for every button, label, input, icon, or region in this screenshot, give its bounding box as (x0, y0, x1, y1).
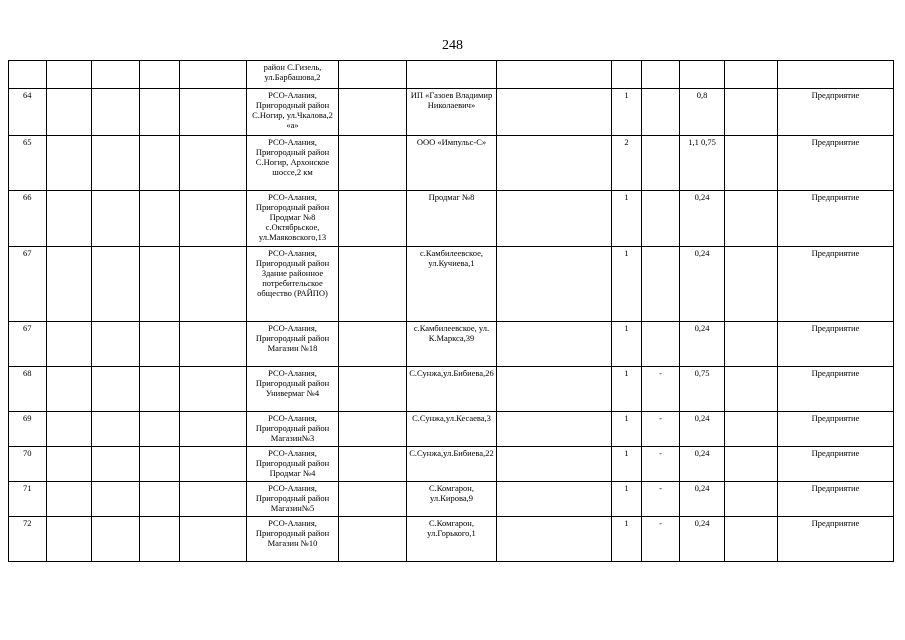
cell-empty (47, 482, 92, 517)
table-row (9, 191, 894, 247)
cell-owner: Продмаг №8 (407, 191, 497, 247)
table-row (9, 482, 894, 517)
cell-number: 71 (9, 482, 47, 517)
cell-number: 65 (9, 136, 47, 191)
page-number: 248 (442, 38, 463, 53)
cell-address: РСО-Алания, Пригородный район С.Ногир, Архонское шоссе,2 км (247, 136, 339, 191)
cell-empty (180, 322, 247, 367)
cell-address: РСО-Алания, Пригородный район Магазин№5 (247, 482, 339, 517)
cell-empty (47, 89, 92, 136)
cell-empty (47, 61, 92, 89)
cell-empty (339, 367, 407, 412)
cell-owner: С.Сунжа,ул.Бибиева,22 (407, 447, 497, 482)
cell-empty (47, 447, 92, 482)
cell-address: РСО-Алания, Пригородный район Продмаг №8 с.Октябрьское, ул.Маяковского,13 (247, 191, 339, 247)
cell-type: Предприятие (778, 367, 894, 412)
cell-quantity: 1 (612, 367, 642, 412)
cell-quantity: 1 (612, 247, 642, 322)
cell-empty (47, 322, 92, 367)
cell-empty (92, 367, 140, 412)
cell-empty (180, 482, 247, 517)
cell-empty (92, 412, 140, 447)
table-row (9, 89, 894, 136)
cell-power: 0,24 (680, 412, 725, 447)
cell-number: 68 (9, 367, 47, 412)
cell-quantity: 1 (612, 412, 642, 447)
cell-owner: с.Камбилеевское, ул.Кучиева,1 (407, 247, 497, 322)
cell-quantity: 1 (612, 89, 642, 136)
cell-owner: с.Камбилеевское, ул. К.Маркса,39 (407, 322, 497, 367)
cell-dash: - (642, 447, 680, 482)
cell-quantity: 1 (612, 447, 642, 482)
cell-empty (497, 61, 612, 89)
cell-address: РСО-Алания, Пригородный район С.Ногир, ул.Чкалова,2 «а» (247, 89, 339, 136)
cell-empty (180, 89, 247, 136)
cell-type: Предприятие (778, 412, 894, 447)
cell-empty (180, 191, 247, 247)
cell-number: 70 (9, 447, 47, 482)
cell-type: Предприятие (778, 191, 894, 247)
cell-number: 69 (9, 412, 47, 447)
cell-owner: С.Сунжа,ул.Бибиева,26 (407, 367, 497, 412)
cell-empty (180, 136, 247, 191)
cell-empty (725, 247, 778, 322)
cell-power: 0,24 (680, 517, 725, 562)
cell-empty (339, 517, 407, 562)
cell-type: Предприятие (778, 322, 894, 367)
cell-empty (339, 191, 407, 247)
table-row (9, 447, 894, 482)
cell-empty (140, 61, 180, 89)
cell-dash (642, 89, 680, 136)
table-row (9, 61, 894, 89)
table-row (9, 412, 894, 447)
cell-empty (92, 136, 140, 191)
cell-empty (180, 517, 247, 562)
cell-dash (642, 322, 680, 367)
cell-power: 0,75 (680, 367, 725, 412)
cell-quantity (612, 61, 642, 89)
cell-empty (339, 482, 407, 517)
cell-type: Предприятие (778, 89, 894, 136)
table-row (9, 517, 894, 562)
cell-empty (725, 517, 778, 562)
cell-empty (92, 89, 140, 136)
cell-owner: С.Сунжа,ул.Кесаева,3 (407, 412, 497, 447)
cell-empty (339, 89, 407, 136)
cell-empty (180, 247, 247, 322)
cell-empty (725, 412, 778, 447)
cell-empty (140, 412, 180, 447)
cell-type: Предприятие (778, 482, 894, 517)
cell-dash (642, 247, 680, 322)
cell-empty (725, 191, 778, 247)
cell-number: 67 (9, 247, 47, 322)
cell-power: 0,24 (680, 247, 725, 322)
cell-empty (140, 247, 180, 322)
cell-dash (642, 136, 680, 191)
cell-owner (407, 61, 497, 89)
cell-empty (497, 412, 612, 447)
cell-empty (497, 322, 612, 367)
table-row (9, 136, 894, 191)
cell-power (680, 61, 725, 89)
cell-empty (140, 447, 180, 482)
cell-empty (725, 89, 778, 136)
cell-empty (92, 447, 140, 482)
cell-quantity: 1 (612, 322, 642, 367)
cell-dash (642, 61, 680, 89)
cell-address: РСО-Алания, Пригородный район Магазин №10 (247, 517, 339, 562)
cell-power: 0,24 (680, 191, 725, 247)
cell-empty (180, 367, 247, 412)
cell-owner: ООО «Импульс-С» (407, 136, 497, 191)
cell-empty (140, 367, 180, 412)
cell-power: 0,24 (680, 482, 725, 517)
cell-empty (497, 191, 612, 247)
cell-empty (180, 447, 247, 482)
cell-address: РСО-Алания, Пригородный район Здание районное потребительское общество (РАЙПО) (247, 247, 339, 322)
cell-address: РСО-Алания, Пригородный район Магазин№3 (247, 412, 339, 447)
cell-empty (725, 447, 778, 482)
cell-empty (47, 136, 92, 191)
cell-empty (140, 136, 180, 191)
cell-power: 0,24 (680, 447, 725, 482)
cell-type (778, 61, 894, 89)
cell-empty (725, 367, 778, 412)
cell-dash: - (642, 412, 680, 447)
cell-power: 1,1 0,75 (680, 136, 725, 191)
cell-empty (339, 412, 407, 447)
cell-address: РСО-Алания, Пригородный район Универмаг №4 (247, 367, 339, 412)
cell-empty (140, 517, 180, 562)
cell-empty (339, 61, 407, 89)
cell-empty (497, 447, 612, 482)
cell-empty (339, 136, 407, 191)
cell-empty (140, 482, 180, 517)
cell-owner: С.Комгарон, ул.Кирова,9 (407, 482, 497, 517)
cell-number: 64 (9, 89, 47, 136)
cell-dash (642, 191, 680, 247)
data-table (8, 60, 894, 562)
cell-number: 67 (9, 322, 47, 367)
cell-power: 0,24 (680, 322, 725, 367)
cell-empty (47, 412, 92, 447)
cell-dash: - (642, 482, 680, 517)
cell-empty (92, 191, 140, 247)
cell-empty (497, 367, 612, 412)
cell-type: Предприятие (778, 136, 894, 191)
cell-empty (92, 322, 140, 367)
cell-number: 66 (9, 191, 47, 247)
cell-empty (92, 517, 140, 562)
table-row (9, 322, 894, 367)
cell-type: Предприятие (778, 517, 894, 562)
cell-empty (725, 482, 778, 517)
cell-address: РСО-Алания, Пригородный район Магазин №18 (247, 322, 339, 367)
cell-type: Предприятие (778, 247, 894, 322)
cell-dash: - (642, 517, 680, 562)
cell-empty (339, 247, 407, 322)
cell-address: район С.Гизель, ул.Барбашова,2 (247, 61, 339, 89)
cell-number (9, 61, 47, 89)
cell-power: 0,8 (680, 89, 725, 136)
cell-empty (47, 191, 92, 247)
cell-empty (140, 89, 180, 136)
cell-empty (725, 322, 778, 367)
cell-empty (140, 322, 180, 367)
cell-empty (497, 517, 612, 562)
cell-quantity: 2 (612, 136, 642, 191)
table-row (9, 367, 894, 412)
cell-empty (339, 322, 407, 367)
cell-empty (497, 247, 612, 322)
cell-empty (92, 482, 140, 517)
cell-empty (47, 517, 92, 562)
cell-address: РСО-Алания, Пригородный район Продмаг №4 (247, 447, 339, 482)
cell-empty (180, 61, 247, 89)
cell-empty (47, 367, 92, 412)
cell-number: 72 (9, 517, 47, 562)
cell-quantity: 1 (612, 482, 642, 517)
cell-empty (47, 247, 92, 322)
cell-empty (497, 89, 612, 136)
cell-type: Предприятие (778, 447, 894, 482)
cell-quantity: 1 (612, 517, 642, 562)
table-row (9, 247, 894, 322)
cell-empty (92, 61, 140, 89)
cell-quantity: 1 (612, 191, 642, 247)
cell-dash: - (642, 367, 680, 412)
cell-empty (180, 412, 247, 447)
cell-empty (725, 136, 778, 191)
cell-owner: С.Комгарон, ул.Горького,1 (407, 517, 497, 562)
cell-empty (339, 447, 407, 482)
cell-empty (497, 482, 612, 517)
cell-empty (140, 191, 180, 247)
cell-owner: ИП «Газоев Владимир Николаевич» (407, 89, 497, 136)
cell-empty (92, 247, 140, 322)
cell-empty (725, 61, 778, 89)
cell-empty (497, 136, 612, 191)
